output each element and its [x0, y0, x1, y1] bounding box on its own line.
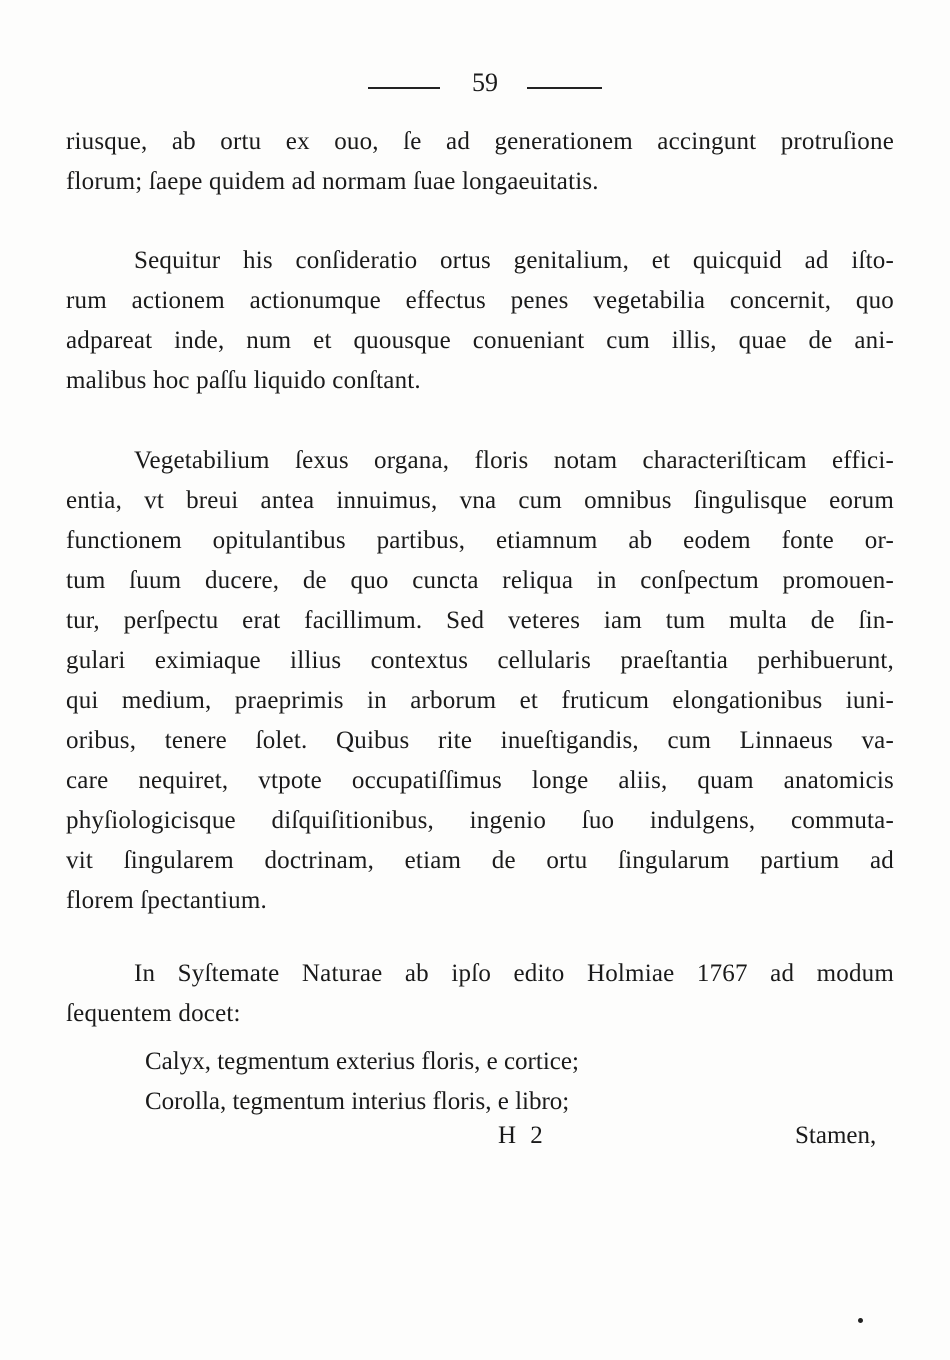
text-line: qui medium, praeprimis in arborum et fruticum elongationibus iuni- — [66, 687, 894, 714]
paragraph-2 — [66, 241, 894, 401]
list-item: Calyx, tegmentum exterius floris, e cortice; — [145, 1048, 579, 1075]
text-line: ſequentem docet: — [66, 1000, 241, 1027]
text-line: functionem opitulantibus partibus, etiamnum ab eodem fonte or- — [66, 527, 894, 554]
text-line: rum actionem actionumque effectus penes vegetabilia concernit, quo — [66, 287, 894, 314]
text-line: Vegetabilium ſexus organa, floris notam characteriſticam effici- — [134, 447, 894, 474]
text-line: In Syſtemate Naturae ab ipſo edito Holmiae 1767 ad modum — [134, 960, 894, 987]
text-line: riusque, ab ortu ex ouo, ſe ad generationem accingunt protruſione — [66, 128, 894, 155]
text-line: florem ſpectantium. — [66, 887, 267, 914]
text-line: florum; ſaepe quidem ad normam ſuae longaeuitatis. — [66, 168, 599, 195]
signature-mark: H 2 — [498, 1122, 547, 1149]
paragraph-1 — [66, 122, 894, 202]
text-line: phyſiologicisque diſquiſitionibus, ingenio ſuo indulgens, commuta- — [66, 807, 894, 834]
text-line: vit ſingularem doctrinam, etiam de ortu ſingularum partium ad — [66, 847, 894, 874]
catchword: Stamen, — [795, 1122, 877, 1149]
text-line: Sequitur his conſideratio ortus genitalium, et quicquid ad iſto- — [134, 247, 894, 274]
header-rule-left — [368, 87, 440, 89]
text-line: tur, perſpectu erat facillimum. Sed veteres iam tum multa de ſin- — [66, 607, 894, 634]
text-line: oribus, tenere ſolet. Quibus rite inueſtigandis, cum Linnaeus va- — [66, 727, 894, 754]
header-rule-right — [527, 87, 602, 89]
page-number: 59 — [472, 68, 498, 97]
text-line: entia, vt breui antea innuimus, vna cum omnibus ſingulisque eorum — [66, 487, 894, 514]
text-line: tum ſuum ducere, de quo cuncta reliqua in conſpectum promouen- — [66, 567, 894, 594]
text-line: care nequiret, vtpote occupatiſſimus longe aliis, quam anatomicis — [66, 767, 894, 794]
definition-list — [145, 1042, 705, 1122]
text-line: gulari eximiaque illius contextus cellularis praeſtantia perhibuerunt, — [66, 647, 894, 674]
text-line: malibus hoc paſſu liquido conſtant. — [66, 367, 421, 394]
ink-speck — [858, 1318, 863, 1323]
paragraph-3 — [66, 441, 894, 921]
paragraph-4 — [66, 954, 894, 1034]
list-item: Corolla, tegmentum interius floris, e libro; — [145, 1088, 570, 1115]
page-header — [0, 68, 950, 108]
text-line: adpareat inde, num et quousque conueniant cum illis, quae de ani- — [66, 327, 894, 354]
